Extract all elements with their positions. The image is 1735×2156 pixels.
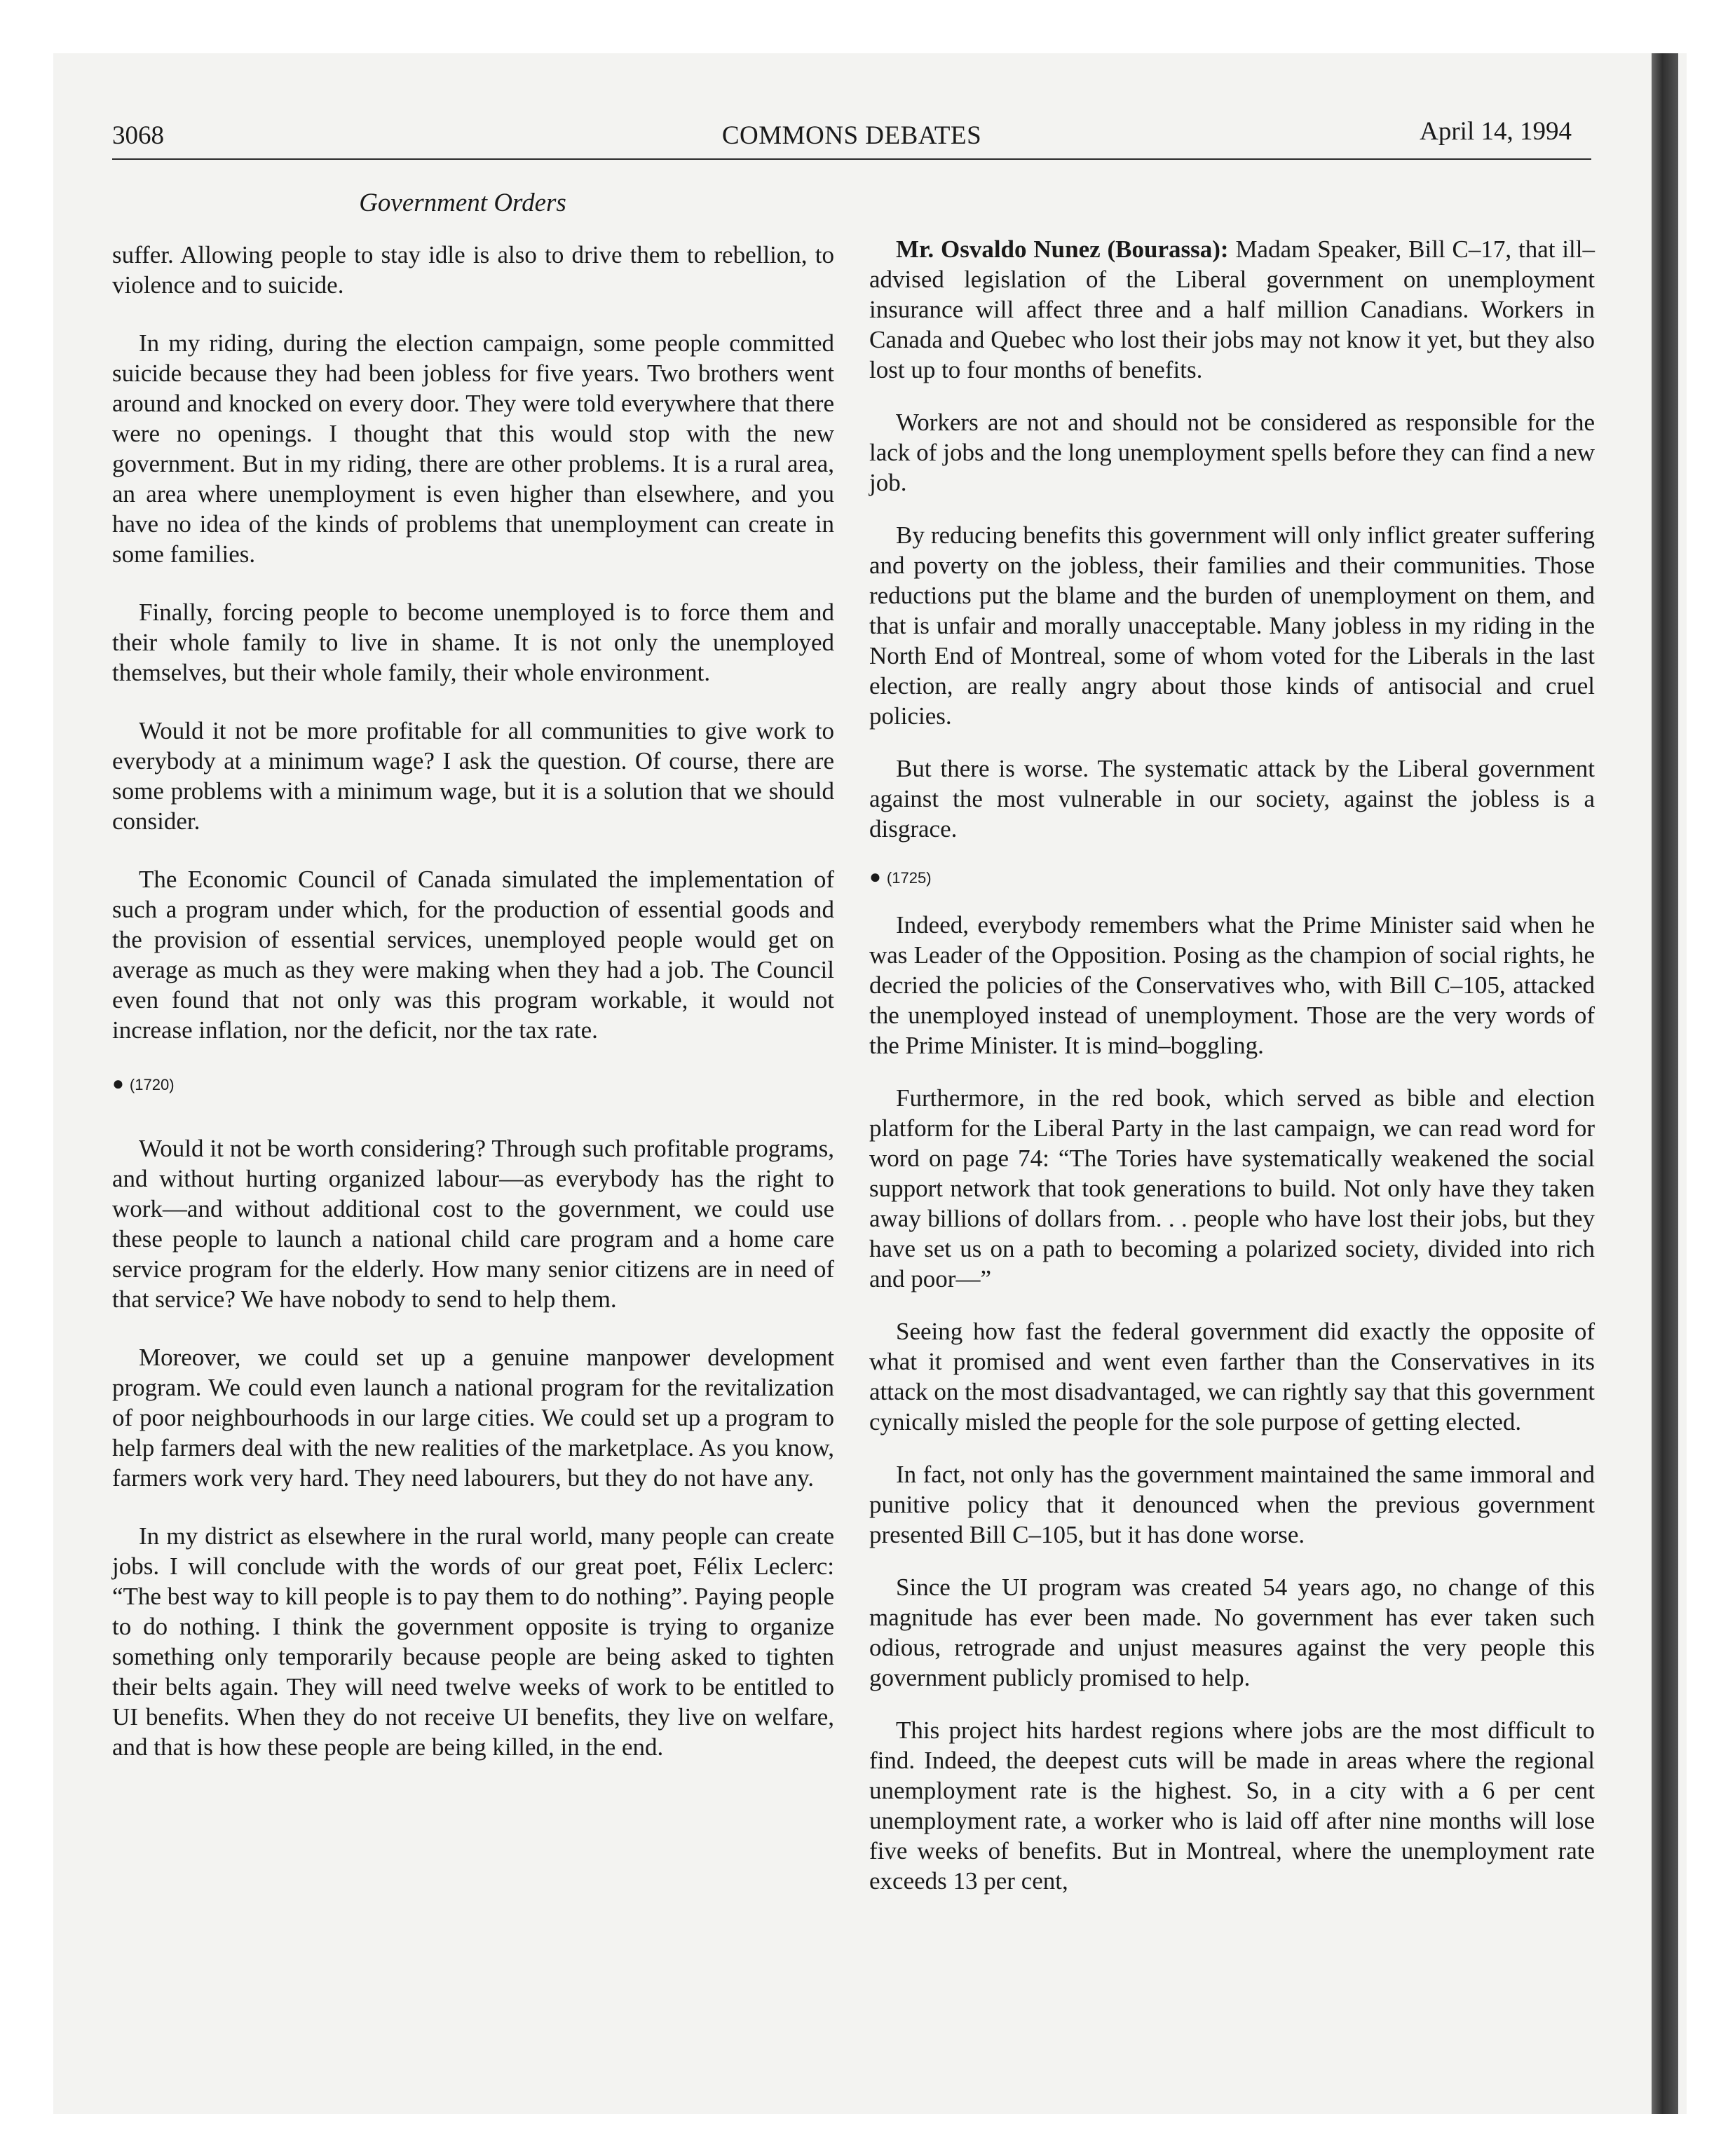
paragraph: Seeing how fast the federal government did exactly the opposite of what it promised and went even farther than the Conservatives in its attack on the most disadvantaged, we can rightly say that this government cynically misled the people for the sole purpose of getting elected. [869, 1318, 1595, 1435]
paragraph: The Economic Council of Canada simulated the implementation of such a program under which, for the production of essential goods and the provision of essential services, unemployed people would get on average as much as they were making when they had a job. The Council even found that not only was this program workable, it would not increase inflation, nor the deficit, nor the tax rate. [112, 866, 834, 1044]
paragraph: Since the UI program was created 54 years ago, no change of this magnitude has ever been made. No government has ever taken such odious, retrograde and unjust measures against the very people this government publicly promised to help. [869, 1574, 1595, 1691]
publication-date: April 14, 1994 [1420, 117, 1572, 146]
paragraph: Would it not be more profitable for all communities to give work to everybody at a minimum wage? I ask the question. Of course, there are some problems with a minimum wage, but it is a solution that we should consider. [112, 717, 834, 835]
time-marker [869, 866, 1595, 889]
time-marker-text: (1725) [886, 869, 932, 887]
paragraph: In fact, not only has the government maintained the same immoral and punitive policy that it denounced when the previous government presented Bill C–105, but it has done worse. [869, 1461, 1595, 1548]
bullet-icon: ● [869, 866, 881, 887]
time-marker-text: (1720) [129, 1076, 175, 1093]
page-binding-edge [1652, 53, 1678, 2114]
paragraph: Furthermore, in the red book, which served as bible and election platform for the Liberal Party in the last campaign, we can read word for word on page 74: “The Tories have systematically weakened the social support network that took generations to build. Not only have they taken away billions of dollars from. . . people who have lost their jobs, but they have set us on a path to becoming a polarized society, divided into rich and poor—” [869, 1084, 1595, 1292]
paragraph: Moreover, we could set up a genuine manpower development program. We could even launch a national program for the revitalization of poor neighbourhoods in our large cities. We could set up a program to help farmers deal with the new realities of the marketplace. As you know, farmers work very hard. They need labourers, but they do not have any. [112, 1344, 834, 1492]
journal-title: COMMONS DEBATES [721, 121, 982, 150]
header-rule [112, 158, 1591, 160]
paragraph: By reducing benefits this government will only inflict greater suffering and poverty on the jobless, their families and their communities. Those reductions put the blame and the burden of unemployment on them, and that is unfair and morally unacceptable. Many jobless in my riding in the North End of Montreal, some of whom voted for the Liberals in the last election, are really angry about those kinds of antisocial and cruel policies. [869, 521, 1595, 730]
paragraph: suffer. Allowing people to stay idle is also to drive them to rebellion, to violence and to suicide. [112, 241, 834, 299]
paragraph: In my riding, during the election campaign, some people committed suicide because they had been jobless for five years. Two brothers went around and knocked on every door. They were told everywhere that there were no openings. I thought that this would stop with the new government. But in my riding, there are other problems. It is a rural area, an area where unemployment is even higher than elsewhere, and you have no idea of the kinds of problems that unemployment can create in some families. [112, 329, 834, 568]
paragraph: Would it not be worth considering? Through such profitable programs, and without hurting organized labour—as everybody has the right to work—and without additional cost to the government, we could use these people to launch a national child care program and a home care service program for the elderly. How many senior citizens are in need of that service? We have nobody to send to help them. [112, 1135, 834, 1313]
page-number: 3068 [112, 121, 164, 150]
paragraph: This project hits hardest regions where jobs are the most difficult to find. Indeed, the deepest cuts will be made in areas where the regional unemployment rate is the highest. So, in a city with a 6 per cent unemployment rate, a worker who is laid off after nine months will lose five weeks of benefits. But in Montreal, where the unemployment rate exceeds 13 per cent, [869, 1717, 1595, 1895]
paragraph: Indeed, everybody remembers what the Prime Minister said when he was Leader of the Opposition. Posing as the champion of social rights, he decried the policies of the Conservatives who, with Bill C–105, attacked the unemployed instead of unemployment. Those are the very words of the Prime Minister. It is mind–boggling. [869, 911, 1595, 1059]
paragraph [869, 234, 1595, 385]
paragraph: Finally, forcing people to become unemployed is to force them and their whole family to live in shame. It is not only the unemployed themselves, but their whole family, their whole environment. [112, 599, 834, 686]
page-header [112, 117, 1591, 156]
paragraph-text: Madam Speaker, Bill C–17, that ill–advised legislation of the Liberal government on unemployment insurance will affect three and a half million Canadians. Workers in Canada and Quebec who lost their jobs may not know it yet, but they also lost up to four months of benefits. [869, 236, 1595, 383]
paragraph: Workers are not and should not be considered as responsible for the lack of jobs and the long unemployment spells before they can find a new job. [869, 409, 1595, 496]
paragraph: In my district as elsewhere in the rural world, many people can create jobs. I will conclude with the words of our great poet, Félix Leclerc: “The best way to kill people is to pay them to do nothing”. Paying people to do nothing. I think the government opposite is trying to organize something only temporarily because people are being asked to tighten their belts again. They will need twelve weeks of work to be entitled to UI benefits. When they do not receive UI benefits, they live on welfare, and that is how these people are being killed, in the end. [112, 1522, 834, 1761]
speaker-name: Mr. Osvaldo Nunez (Bourassa): [896, 236, 1229, 263]
right-column [869, 234, 1595, 1918]
left-column [112, 240, 834, 1790]
bullet-icon: ● [112, 1072, 124, 1094]
paragraph: But there is worse. The systematic attack by the Liberal government against the most vulnerable in our society, against the jobless is a disgrace. [869, 755, 1595, 842]
section-title: Government Orders [359, 189, 566, 217]
time-marker [112, 1073, 834, 1096]
